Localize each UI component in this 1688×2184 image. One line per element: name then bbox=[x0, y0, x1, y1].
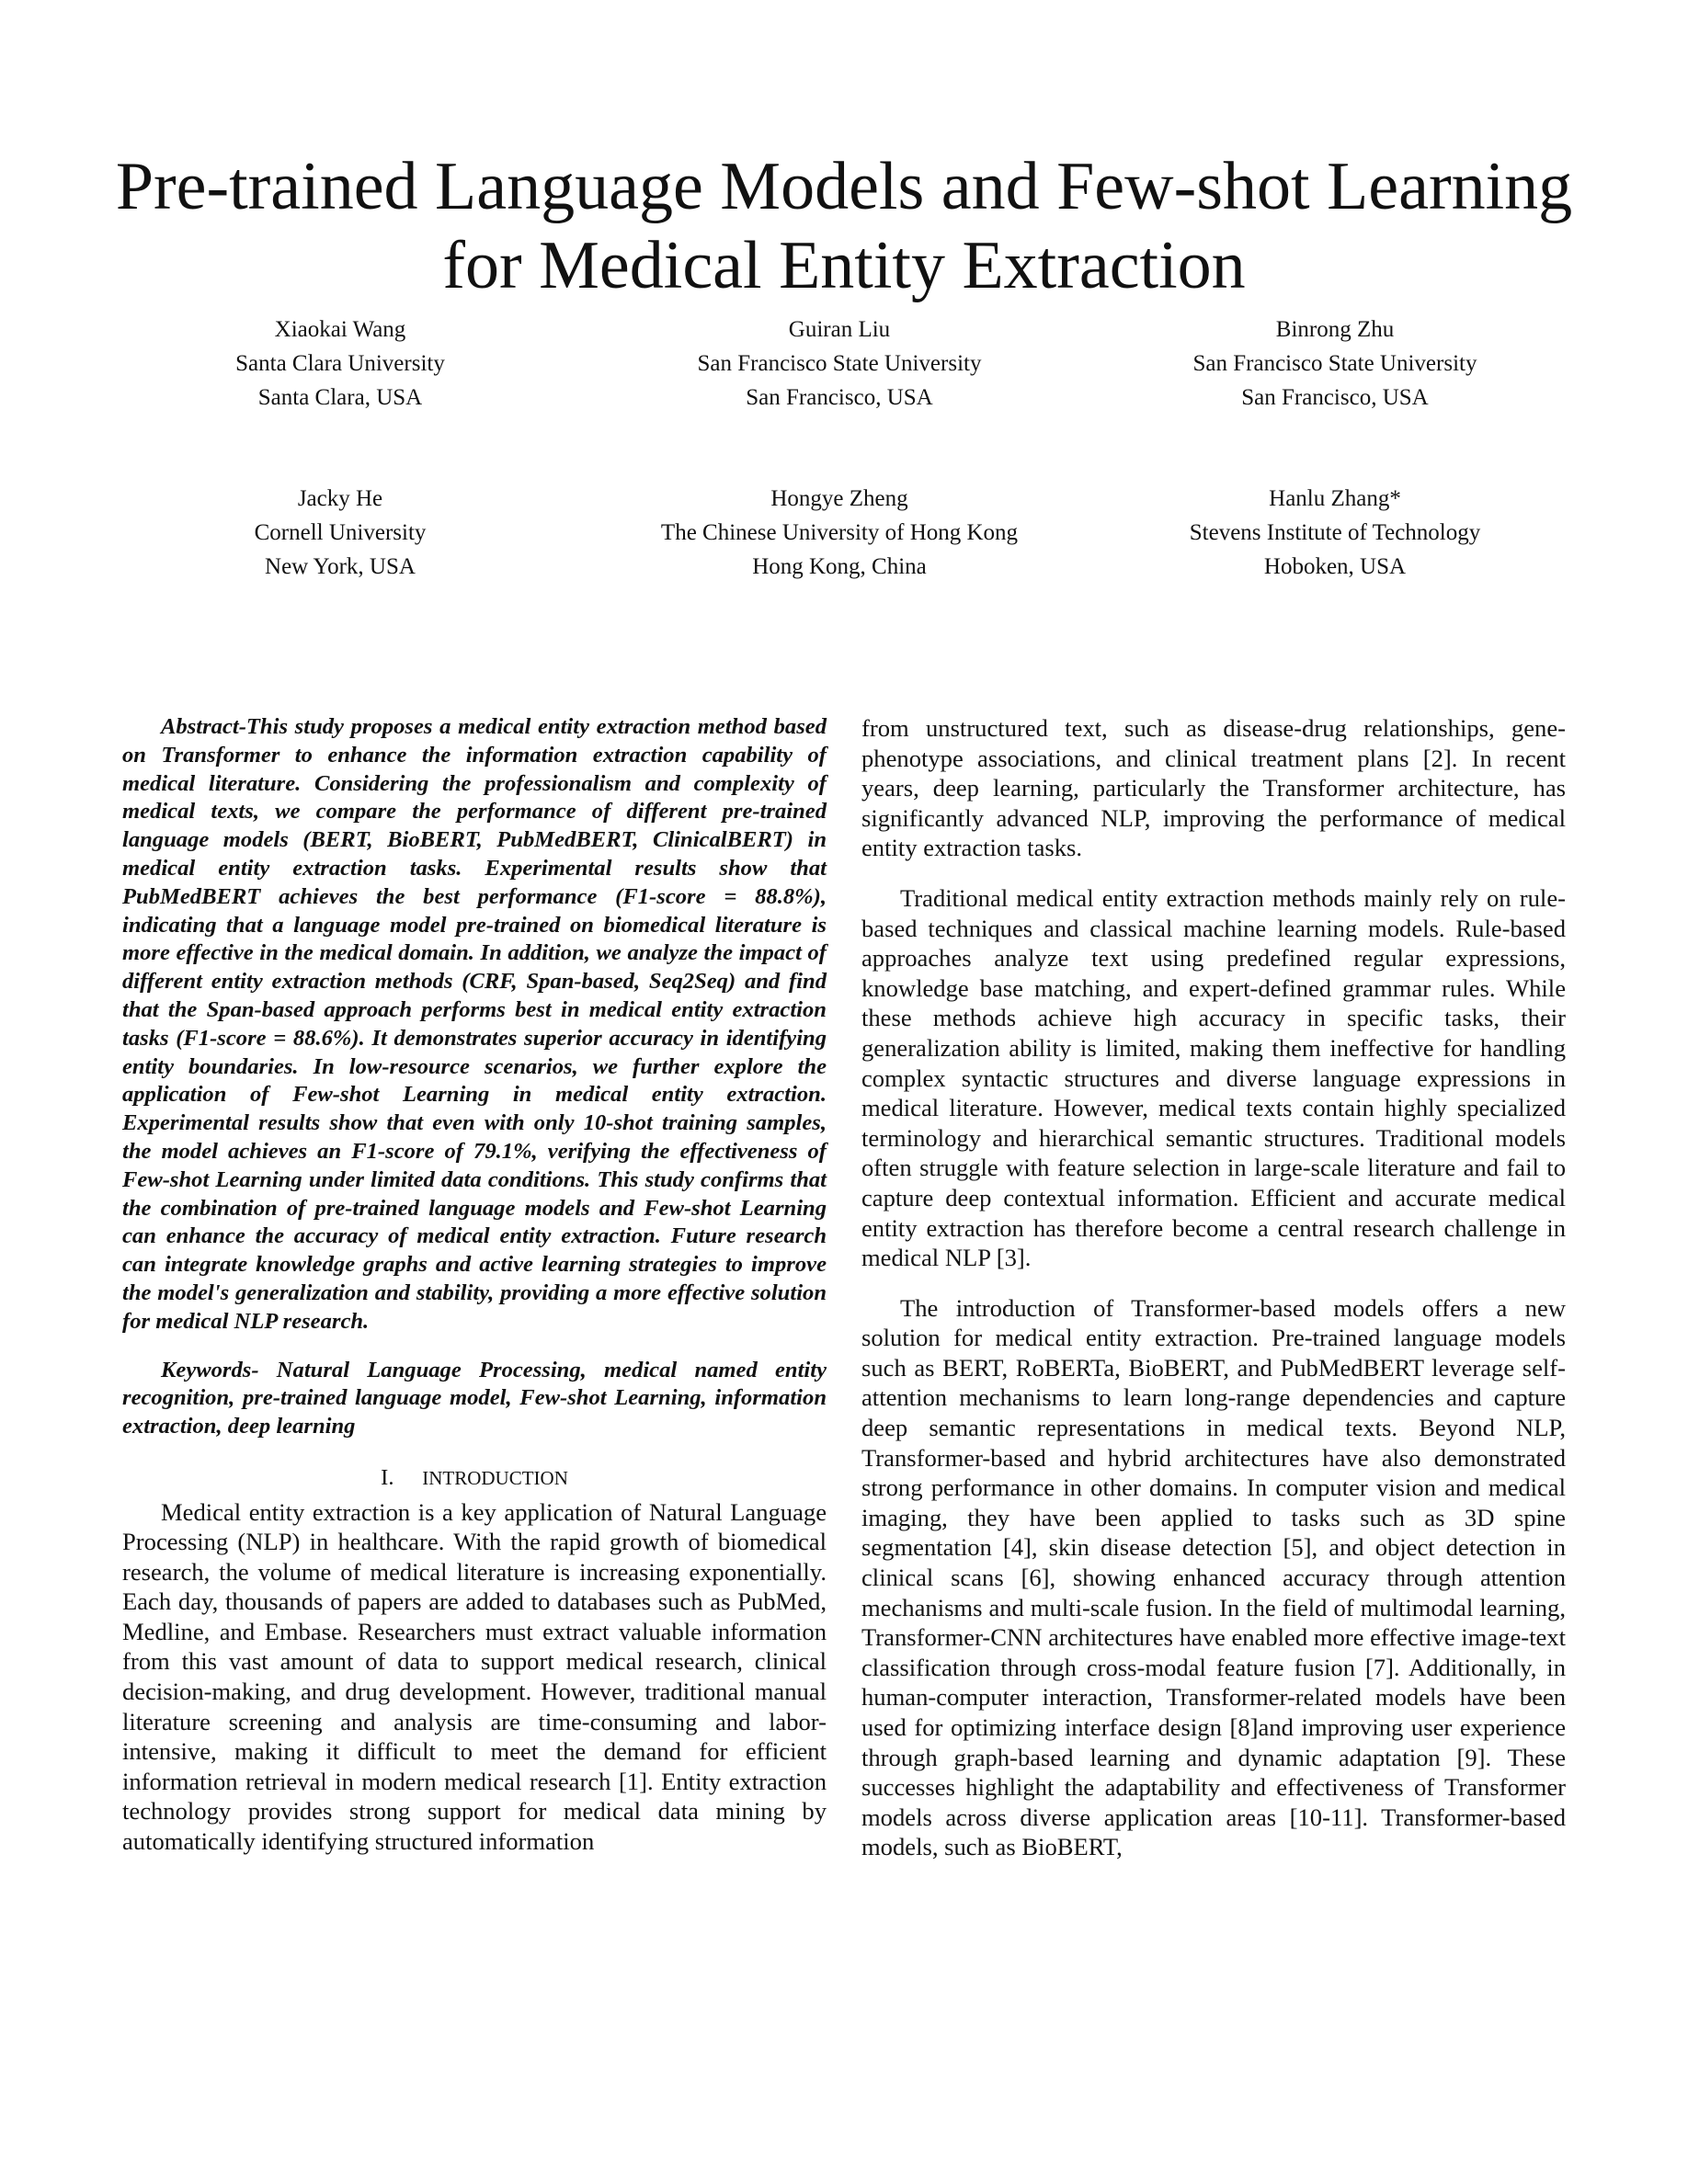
author-name: Hongye Zheng bbox=[770, 486, 908, 511]
author-name: Xiaokai Wang bbox=[274, 317, 406, 342]
author-block bbox=[83, 313, 598, 415]
author-block bbox=[83, 482, 598, 584]
author-affiliation: Cornell University bbox=[254, 520, 427, 545]
author-block bbox=[582, 482, 1097, 584]
author-location: San Francisco, USA bbox=[746, 385, 933, 410]
section-heading bbox=[122, 1463, 827, 1494]
intro-paragraph: Medical entity extraction is a key application of Natural Language Processing (NLP) in healthcare. With the rapid growth of biomedical research, the volume of medical literature is increasing exponentially. Each day, thousands of papers are added to databases such as PubMed, Medline, and Embase. Researchers must extract valuable information from this vast amount of data to support medical research, clinical decision-making, and drug development. However, traditional manual literature screening and analysis are time-consuming and labor-intensive, making it difficult to meet the demand for efficient information retrieval in modern medical research [1]. Entity extraction technology provides strong support for medical data mining by automatically identifying structured information bbox=[122, 1497, 827, 1856]
author-location: San Francisco, USA bbox=[1241, 385, 1429, 410]
author-affiliation: San Francisco State University bbox=[697, 351, 982, 376]
author-location: Santa Clara, USA bbox=[257, 385, 423, 410]
author-affiliation: Stevens Institute of Technology bbox=[1189, 520, 1481, 545]
author-location: Hong Kong, China bbox=[752, 554, 927, 579]
author-name: Jacky He bbox=[297, 486, 383, 511]
author-block bbox=[1078, 313, 1592, 415]
section-number: I. bbox=[381, 1464, 394, 1490]
author-location: New York, USA bbox=[265, 554, 416, 579]
abstract: Abstract-This study proposes a medical entity extraction method based on Transformer to enhance the information extraction capability of medical literature. Considering the professionalism and complexity of medical texts, we compare the performance of different pre-trained language models (BERT, BioBERT, PubMedBERT, ClinicalBERT) in medical entity extraction tasks. Experimental results show that PubMedBERT achieves the best performance (F1-score = 88.8%), indicating that a language model pre-trained on biomedical literature is more effective in the medical domain. In addition, we analyze the impact of different entity extraction methods (CRF, Span-based, Seq2Seq) and find that the Span-based approach performs best in medical entity extraction tasks (F1-score = 88.6%). It demonstrates superior accuracy in identifying entity boundaries. In low-resource scenarios, we further explore the application of Few-shot Learning in medical entity extraction. Experimental results show that even with only 10-shot training samples, the model achieves an F1-score of 79.1%, verifying the effectiveness of Few-shot Learning under limited data conditions. This study confirms that the combination of pre-trained language models and Few-shot Learning can enhance the accuracy of medical entity extraction. Future research can integrate knowledge graphs and active learning strategies to improve the model's generalization and stability, providing a more effective solution for medical NLP research. bbox=[122, 714, 827, 1334]
author-block bbox=[582, 313, 1097, 415]
intro-paragraph-continued: from unstructured text, such as disease-drug relationships, gene-phenotype associations, and clinical treatment plans [2]. In recent years, deep learning, particularly the Transformer architecture, has significantly advanced NLP, improving the performance of medical entity extraction tasks. bbox=[861, 714, 1566, 862]
intro-paragraph: The introduction of Transformer-based models offers a new solution for medical entity extraction. Pre-trained language models such as BERT, RoBERTa, BioBERT, and PubMedBERT leverage self-attention mechanisms to learn long-range dependencies and capture deep semantic representations in medical texts. Beyond NLP, Transformer-based and hybrid architectures have also demonstrated strong performance in other domains. In computer vision and medical imaging, they have been applied to tasks such as 3D spine segmentation [4], skin disease detection [5], and object detection in clinical scans [6], showing enhanced accuracy through attention mechanisms and multi-scale fusion. In the field of multimodal learning, Transformer-CNN architectures have enabled more effective image-text classification through cross-modal feature fusion [7]. Additionally, in human-computer interaction, Transformer-related models have been used for optimizing interface design [8]and improving user experience through graph-based learning and dynamic adaptation [9]. These successes highlight the adaptability and effectiveness of Transformer models across diverse application areas [10-11]. Transformer-based models, such as BioBERT, bbox=[861, 1293, 1566, 1861]
author-affiliation: The Chinese University of Hong Kong bbox=[660, 520, 1019, 545]
intro-paragraph: Traditional medical entity extraction methods mainly rely on rule-based techniques and classical machine learning models. Rule-based approaches analyze text using predefined regular expressions, knowledge base matching, and expert-defined grammar rules. While these methods achieve high accuracy in specific tasks, their generalization ability is limited, making them ineffective for handling complex syntactic structures and diverse language expressions in medical literature. However, medical texts contain highly specialized terminology and hierarchical semantic structures. Traditional models often struggle with feature selection in large-scale literature and fail to capture deep contextual information. Efficient and accurate medical entity extraction has therefore become a central research challenge in medical NLP [3]. bbox=[861, 883, 1566, 1272]
author-affiliation: Santa Clara University bbox=[235, 351, 445, 376]
right-column bbox=[861, 713, 1566, 1862]
author-name: Guiran Liu bbox=[788, 317, 891, 342]
keywords: Keywords- Natural Language Processing, medical named entity recognition, pre-trained language model, Few-shot Learning, information extraction, deep learning bbox=[122, 1357, 827, 1439]
author-name: Binrong Zhu bbox=[1275, 317, 1395, 342]
paper-title: Pre-trained Language Models and Few-shot Learning for Medical Entity Extraction bbox=[115, 149, 1573, 303]
author-affiliation: San Francisco State University bbox=[1192, 351, 1477, 376]
left-column bbox=[122, 713, 827, 1857]
author-location: Hoboken, USA bbox=[1263, 554, 1407, 579]
author-block bbox=[1078, 482, 1592, 584]
author-name: Hanlu Zhang* bbox=[1269, 486, 1401, 511]
section-title: INTRODUCTION bbox=[422, 1466, 568, 1489]
